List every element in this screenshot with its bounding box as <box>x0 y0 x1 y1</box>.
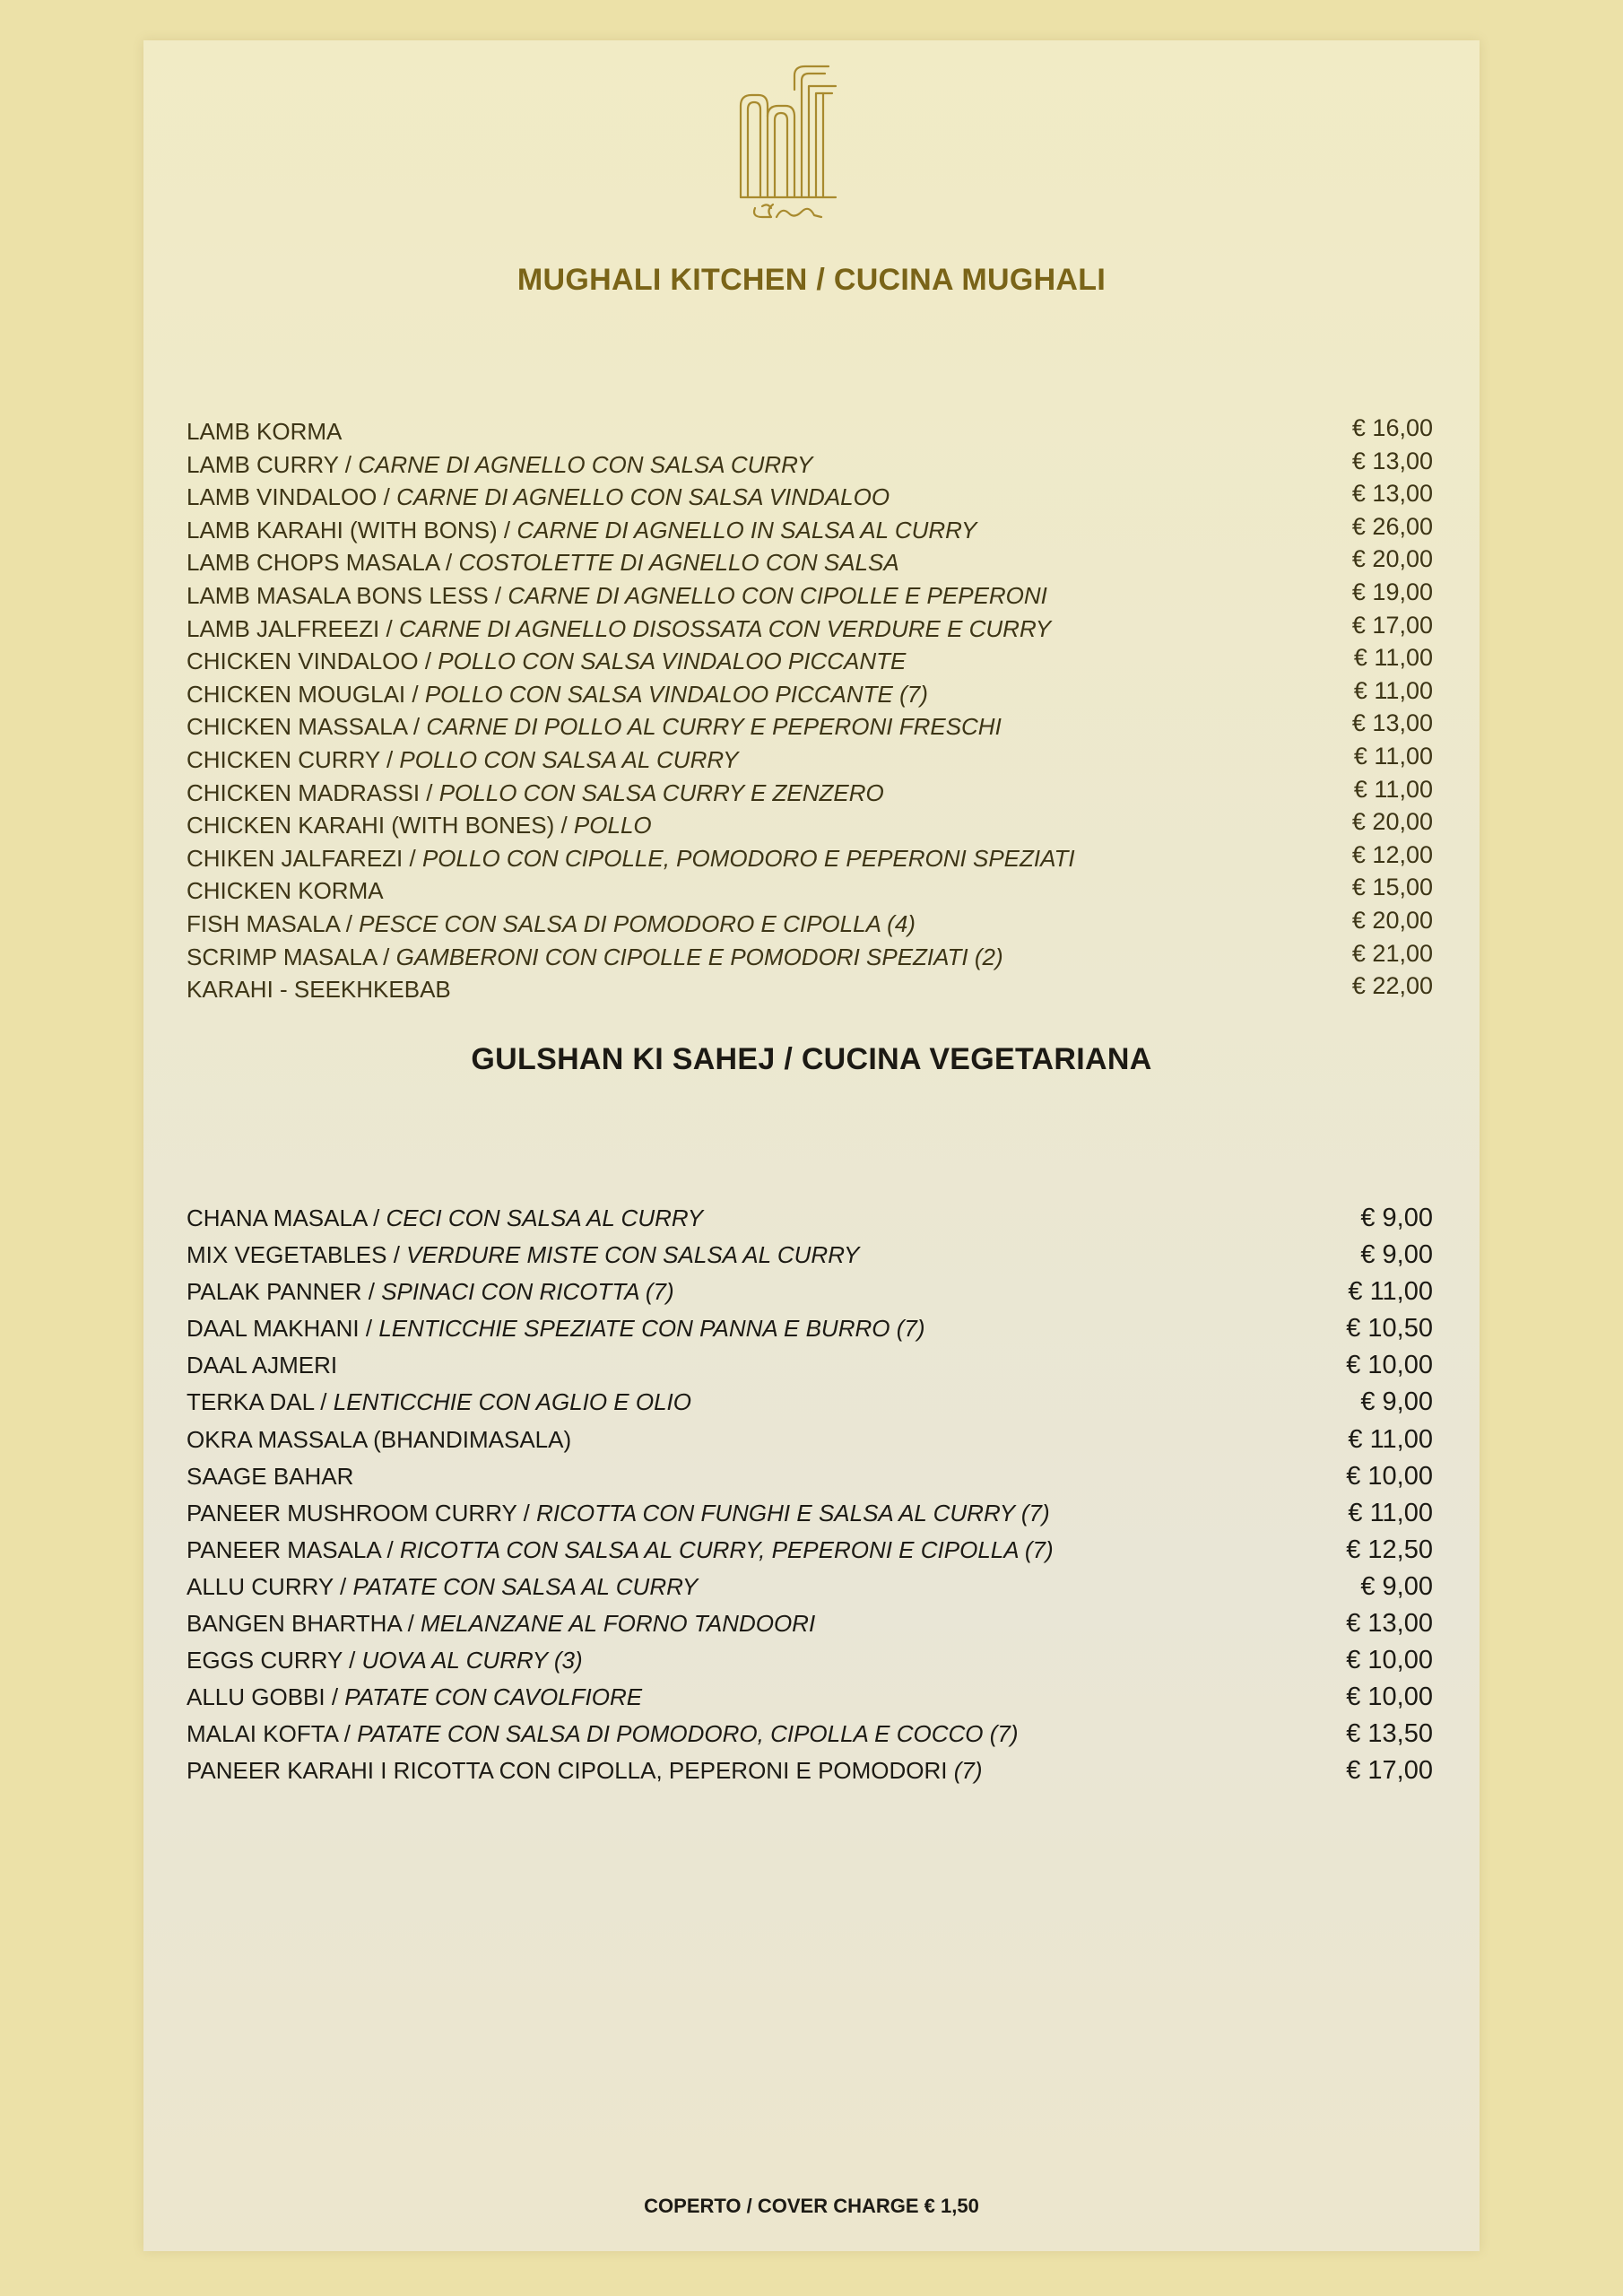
menu-item-price: € 16,00 <box>1351 414 1433 441</box>
menu-item-title: PALAK PANNER / <box>187 1278 382 1306</box>
menu-item <box>187 1384 1433 1421</box>
menu-item-description: COSTOLETTE DI AGNELLO CON SALSA <box>458 549 899 577</box>
menu-item-description: POLLO CON SALSA VINDALOO PICCANTE <box>438 648 907 675</box>
menu-item <box>187 1200 1433 1237</box>
menu-item-description: VERDURE MISTE CON SALSA AL CURRY <box>406 1241 860 1269</box>
menu-item-price: € 17,00 <box>1346 1756 1433 1786</box>
menu-item-name <box>187 777 884 810</box>
menu-item-description: PESCE CON SALSA DI POMODORO E CIPOLLA (4) <box>359 909 916 937</box>
menu-item-price: € 11,00 <box>1353 644 1433 672</box>
menu-item-price: € 11,00 <box>1353 775 1433 803</box>
menu-item-price: € 19,00 <box>1351 578 1433 605</box>
menu-item-name <box>187 1458 353 1495</box>
menu-item-description: CARNE DI AGNELLO DISOSSATA CON VERDURE E CURRY <box>398 614 1052 642</box>
menu-item-name <box>187 1237 859 1274</box>
menu-item-name <box>187 514 976 547</box>
menu-item-title: SAAGE BAHAR <box>187 1462 354 1490</box>
menu-item-title: LAMB CURRY / <box>187 450 359 478</box>
cover-charge-note: COPERTO / COVER CHARGE € 1,50 <box>644 2195 979 2217</box>
menu-item-title: BANGEN BHARTHA / <box>187 1610 421 1638</box>
menu-item-description: CECI CON SALSA AL CURRY <box>386 1205 704 1231</box>
restaurant-logo <box>735 63 843 220</box>
menu-item <box>187 1347 1433 1384</box>
menu-item <box>187 973 1433 1006</box>
menu-item-price: € 11,00 <box>1348 1424 1433 1454</box>
mughali-menu-list <box>187 415 1433 1006</box>
menu-item-title: CHICKEN MASSALA / <box>187 713 427 741</box>
menu-item-price: € 10,50 <box>1346 1314 1433 1344</box>
mughali-section-title: MUGHALI KITCHEN / CUCINA MUGHALI <box>516 263 1107 297</box>
menu-item-name <box>187 1679 642 1716</box>
menu-item-title: CHICKEN VINDALOO / <box>187 648 438 675</box>
menu-item <box>187 546 1433 579</box>
menu-item-title: CHICKEN CURRY / <box>187 745 400 773</box>
menu-item <box>187 415 1433 448</box>
menu-item <box>187 678 1433 711</box>
menu-item-title: ALLU GOBBI / <box>187 1683 345 1711</box>
vegetarian-menu-list <box>187 1200 1433 1790</box>
menu-item <box>187 1310 1433 1347</box>
menu-item-price: € 9,00 <box>1360 1240 1433 1270</box>
menu-item <box>187 1422 1433 1458</box>
menu-item-title: OKRA MASSALA (BHANDIMASALA) <box>187 1425 572 1453</box>
menu-item <box>187 1716 1433 1752</box>
menu-item-price: € 12,50 <box>1346 1535 1433 1564</box>
menu-item-name <box>187 1384 691 1421</box>
menu-item-title: MIX VEGETABLES / <box>187 1241 407 1269</box>
menu-item-title: CHANA MASALA / <box>187 1205 386 1231</box>
menu-item-description: RICOTTA CON SALSA AL CURRY, PEPERONI E CIPOLLA (7) <box>399 1535 1054 1563</box>
menu-item <box>187 579 1433 613</box>
menu-item-name <box>187 1532 1054 1569</box>
menu-item-name <box>187 678 928 711</box>
menu-item <box>187 874 1433 908</box>
menu-item-price: € 13,00 <box>1351 709 1433 737</box>
menu-item-price: € 12,00 <box>1351 840 1433 868</box>
menu-item-description: PATATE CON SALSA DI POMODORO, CIPOLLA E COCCO (7) <box>357 1720 1019 1748</box>
menu-item-price: € 11,00 <box>1348 1498 1433 1527</box>
menu-item-name <box>187 744 739 777</box>
menu-item <box>187 908 1433 941</box>
menu-item-title: ALLU CURRY / <box>187 1572 353 1600</box>
menu-item-description: (7) <box>953 1757 983 1785</box>
menu-item-name <box>187 415 342 448</box>
menu-item-title: CHICKEN KARAHI (WITH BONES) / <box>187 812 574 839</box>
menu-item-price: € 10,00 <box>1346 1461 1433 1491</box>
menu-item <box>187 1642 1433 1679</box>
menu-item-title: PANEER MASALA / <box>187 1535 400 1563</box>
menu-item <box>187 941 1433 974</box>
menu-item-title: SCRIMP MASALA / <box>187 943 396 970</box>
menu-item-description: MELANZANE AL FORNO TANDOORI <box>421 1610 816 1638</box>
menu-item-title: DAAL MAKHANI / <box>187 1315 379 1343</box>
menu-item-price: € 9,00 <box>1360 1571 1433 1601</box>
menu-item-description: POLLO CON CIPOLLE, POMODORO E PEPERONI SPEZIATI <box>421 844 1075 872</box>
menu-item-name <box>187 1347 337 1384</box>
menu-item-title: LAMB VINDALOO / <box>187 483 397 511</box>
menu-item-name <box>187 1310 924 1347</box>
menu-item-price: € 9,00 <box>1360 1387 1433 1417</box>
menu-item-title: KARAHI - SEEKHKEBAB <box>187 976 451 1004</box>
menu-item <box>187 645 1433 678</box>
menu-item-name <box>187 1752 983 1789</box>
menu-item-price: € 17,00 <box>1351 611 1433 639</box>
menu-item-price: € 11,00 <box>1348 1277 1433 1307</box>
menu-item <box>187 448 1433 482</box>
menu-item-title: TERKA DAL / <box>187 1388 334 1416</box>
menu-item-name <box>187 546 899 579</box>
menu-item-title: LAMB MASALA BONS LESS / <box>187 581 508 609</box>
menu-item-name <box>187 1716 1019 1752</box>
menu-item-description: CARNE DI POLLO AL CURRY E PEPERONI FRESCHI <box>426 713 1002 741</box>
menu-item-price: € 13,00 <box>1351 480 1433 508</box>
menu-item-description: POLLO CON SALSA VINDALOO PICCANTE (7) <box>424 680 928 708</box>
menu-item-price: € 10,00 <box>1346 1683 1433 1712</box>
menu-item-name <box>187 842 1075 875</box>
menu-item-title: PANEER MUSHROOM CURRY / <box>187 1499 537 1526</box>
menu-item-name <box>187 710 1002 744</box>
menu-item-title: EGGS CURRY / <box>187 1647 362 1674</box>
menu-item-description: SPINACI CON RICOTTA (7) <box>381 1278 674 1306</box>
menu-item-name <box>187 579 1047 613</box>
menu-item-title: CHICKEN MOUGLAI / <box>187 680 425 708</box>
menu-item-description: PATATE CON CAVOLFIORE <box>344 1683 643 1711</box>
menu-item-name <box>187 1605 815 1642</box>
menu-item <box>187 481 1433 514</box>
menu-item-price: € 11,00 <box>1353 742 1433 770</box>
menu-item-description: POLLO CON SALSA AL CURRY <box>399 745 739 773</box>
menu-item-description: GAMBERONI CON CIPOLLE E POMODORI SPEZIATI (2) <box>395 943 1003 970</box>
menu-item-title: DAAL AJMERI <box>187 1352 338 1379</box>
menu-item-name <box>187 809 652 842</box>
menu-item <box>187 1532 1433 1569</box>
menu-item-description: CARNE DI AGNELLO CON CIPOLLE E PEPERONI <box>508 581 1047 609</box>
menu-item-title: CHIKEN JALFAREZI / <box>187 844 422 872</box>
menu-item-name <box>187 1274 674 1310</box>
menu-item <box>187 842 1433 875</box>
menu-item-price: € 9,00 <box>1360 1204 1433 1232</box>
menu-item-title: CHICKEN MADRASSI / <box>187 778 439 806</box>
menu-item <box>187 1495 1433 1532</box>
menu-item <box>187 777 1433 810</box>
menu-item-price: € 11,00 <box>1353 676 1433 704</box>
menu-item-name <box>187 1569 698 1605</box>
menu-item <box>187 1569 1433 1605</box>
menu-item-title: FISH MASALA / <box>187 909 360 937</box>
menu-item-name <box>187 1495 1050 1532</box>
menu-item <box>187 1752 1433 1789</box>
menu-item-title: LAMB JALFREEZI / <box>187 614 399 642</box>
menu-item-price: € 13,50 <box>1346 1719 1433 1749</box>
menu-item-price: € 10,00 <box>1346 1646 1433 1675</box>
menu-item <box>187 1458 1433 1495</box>
menu-item-name <box>187 645 906 678</box>
menu-item-description: CARNE DI AGNELLO IN SALSA AL CURRY <box>516 516 977 544</box>
menu-item-description: LENTICCHIE CON AGLIO E OLIO <box>333 1388 691 1416</box>
menu-item-price: € 20,00 <box>1351 545 1433 573</box>
menu-item-price: € 21,00 <box>1351 939 1433 967</box>
menu-item <box>187 744 1433 777</box>
menu-item-description: LENTICCHIE SPEZIATE CON PANNA E BURRO (7) <box>378 1315 925 1343</box>
menu-item <box>187 1237 1433 1274</box>
menu-item-description: CARNE DI AGNELLO CON SALSA CURRY <box>358 450 813 478</box>
menu-item <box>187 710 1433 744</box>
menu-item-title: MALAI KOFTA / <box>187 1720 358 1748</box>
menu-item-title: LAMB KARAHI (WITH BONS) / <box>187 516 517 544</box>
menu-item-name <box>187 613 1051 646</box>
menu-item-name <box>187 481 890 514</box>
menu-item <box>187 1605 1433 1642</box>
menu-item <box>187 613 1433 646</box>
menu-item-name <box>187 1642 583 1679</box>
menu-item-description: UOVA AL CURRY (3) <box>361 1647 583 1674</box>
menu-item-title: LAMB CHOPS MASALA / <box>187 549 459 577</box>
menu-item-name <box>187 448 812 482</box>
menu-item-price: € 13,00 <box>1351 447 1433 474</box>
menu-item-name <box>187 941 1003 974</box>
menu-item <box>187 809 1433 842</box>
menu-item-title: PANEER KARAHI I RICOTTA CON CIPOLLA, PEPERONI E POMODORI <box>187 1757 954 1785</box>
menu-item-name <box>187 1200 703 1237</box>
menu-item <box>187 1274 1433 1310</box>
menu-item-name <box>187 1422 571 1458</box>
menu-item-price: € 15,00 <box>1351 874 1433 901</box>
menu-item-name <box>187 908 916 941</box>
vegetarian-section-title: GULSHAN KI SAHEJ / CUCINA VEGETARIANA <box>471 1042 1152 1076</box>
menu-item-description: PATATE CON SALSA AL CURRY <box>352 1572 699 1600</box>
menu-item-description: CARNE DI AGNELLO CON SALSA VINDALOO <box>396 483 890 511</box>
menu-item-price: € 10,00 <box>1346 1351 1433 1380</box>
menu-item-name <box>187 874 384 908</box>
menu-item-price: € 26,00 <box>1351 512 1433 540</box>
menu-item-description: POLLO <box>573 812 652 839</box>
menu-item-description: POLLO CON SALSA CURRY E ZENZERO <box>438 778 884 806</box>
menu-item <box>187 514 1433 547</box>
menu-item-title: CHICKEN KORMA <box>187 877 384 905</box>
menu-item-title: LAMB KORMA <box>187 418 343 445</box>
menu-item-price: € 22,00 <box>1351 972 1433 1000</box>
menu-item-price: € 20,00 <box>1351 906 1433 934</box>
menu-item-name <box>187 973 451 1006</box>
menu-item-price: € 20,00 <box>1351 808 1433 836</box>
menu-item-price: € 13,00 <box>1346 1609 1433 1639</box>
menu-item-description: RICOTTA CON FUNGHI E SALSA AL CURRY (7) <box>536 1499 1050 1526</box>
menu-page <box>143 40 1480 2251</box>
menu-item <box>187 1679 1433 1716</box>
